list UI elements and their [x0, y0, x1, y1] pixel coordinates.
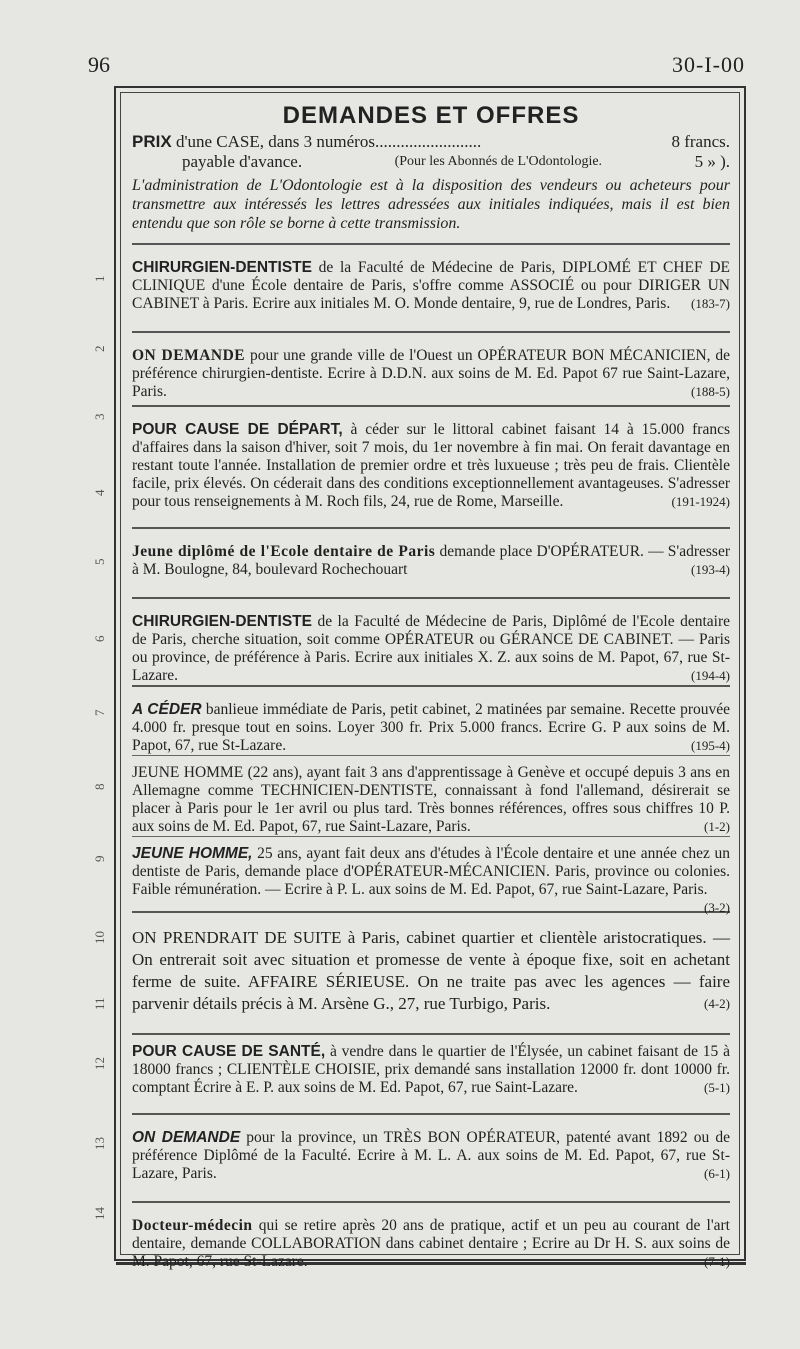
ad-item [132, 756, 730, 835]
ad-ref: (5-1) [704, 1080, 730, 1095]
ad-item [132, 529, 730, 587]
margin-number: 3 [92, 413, 107, 420]
ad-item [132, 407, 730, 517]
subscriber-price: 5 » ). [694, 152, 730, 171]
ad-body: qui se retire après 20 ans de pratique, actif et un peu au courant de l'art dentaire, demande COLLABORATION dans cabinet dentaire ; Ecrire au Dr H. S. aux soins de M. Papot, 67, rue St-Lazare. [132, 1217, 730, 1270]
ad-lead: CHIRURGIEN-DENTISTE [132, 259, 312, 276]
ad-lead: Jeune diplômé de l'Ecole dentaire de Paris [132, 543, 436, 560]
ad-ref: (183-7) [691, 296, 730, 311]
page-title: DEMANDES ET OFFRES [282, 102, 580, 129]
margin-number: 5 [92, 558, 107, 565]
ad-item [132, 913, 730, 1023]
ad-lead: ON DEMANDE [132, 347, 246, 364]
page-number: 96 [88, 52, 110, 77]
ad-body: 25 ans, ayant fait deux ans d'études à l'École dentaire et une année chez un dentiste de Paris, demande place d'OPÉRATEUR-MÉCANICIEN. Paris, province ou colonies. Faible rémunération. — Ecrire à P. L. aux soins de M. Ed. Papot, 67, rue Saint-Lazare, Paris. [132, 845, 730, 898]
margin-number: 8 [92, 783, 107, 790]
ad-ref: (4-2) [704, 996, 730, 1011]
margin-number: 11 [92, 997, 107, 1010]
ad-body: demande place D'OPÉRATEUR. — S'adresser à M. Boulogne, 84, boulevard Rochechouart [132, 543, 730, 578]
ad-body: de la Faculté de Médecine de Paris, Diplômé de l'Ecole dentaire de Paris, cherche situation, soit comme OPÉRATEUR ou GÉRANCE DE CABINET. — Paris ou province, de préférence à Paris. Ecrire aux initiales X. Z. aux soins de M. Papot, 67, rue St-Lazare. [132, 613, 730, 684]
ad-ref: (195-4) [691, 738, 730, 753]
price-value: 8 francs. [671, 132, 730, 151]
subscriber-note: (Pour les Abonnés de L'Odontologie. [394, 154, 603, 169]
pricing-block [132, 132, 730, 172]
ad-body: (22 ans), ayant fait 3 ans d'apprentissage à Genève et occupé depuis 3 ans en Allemagne comme TECHNICIEN-DENTISTE, connaissant à fond l'allemand, désirerait se placer à Paris pour le 1er avril ou plus tard. Très bonnes références, offres sous chiffres 10 P. aux soins de M. Ed. Papot, 67, rue Saint-Lazare, Paris. [132, 764, 730, 835]
ad-lead: Docteur-médecin [132, 1217, 253, 1234]
margin-number: 4 [92, 489, 107, 496]
ad-ref: (194-4) [691, 668, 730, 683]
intro-text: L'administration de L'Odontologie est à la disposition des vendeurs ou acheteurs pour transmettre aux intéressés les lettres adressées aux initiales indiquées, mais il est bien entendu que son rôle se borne à cette transmission. [132, 177, 730, 232]
ad-lead: ON DEMANDE [132, 1129, 241, 1146]
ad-ref: (191-1924) [671, 494, 730, 509]
ad-ref: (7-1) [704, 1254, 730, 1269]
ad-item [132, 333, 730, 400]
margin-number: 14 [92, 1207, 107, 1220]
ad-lead: POUR CAUSE DE SANTÉ, [132, 1043, 326, 1060]
ad-item [132, 1035, 730, 1103]
ad-body: à céder sur le littoral cabinet faisant 14 à 15.000 francs d'affaires dans la saison d'hiver, soit 7 mois, du 1er novembre à fin mai. On ferait davantage en restant toute l'année. Installation de premier ordre et très luxueuse ; très peu de frais. Clientèle facile, prix élevés. On céderait dans des conditions exceptionnellement avantageuses. S'adresser pour tous renseignements à M. Roch fils, 24, rue de Rome, Marseille. [132, 421, 730, 510]
ad-lead: ON PRENDRAIT DE SUITE [132, 928, 342, 947]
ad-lead: JEUNE HOMME, [132, 845, 253, 862]
payment-terms: payable d'avance. [182, 152, 303, 171]
classifieds-content [132, 96, 730, 1273]
margin-number: 10 [92, 931, 107, 944]
ad-ref: (193-4) [691, 562, 730, 577]
ad-body: de la Faculté de Médecine de Paris, DIPLOMÉ ET CHEF DE CLINIQUE d'une École dentaire de Paris, s'offre comme ASSOCIÉ ou pour DIRIGER UN CABINET à Paris. Ecrire aux initiales M. O. Monde dentaire, 9, rue de Londres, Paris. [132, 259, 730, 312]
ad-item [132, 837, 730, 915]
ad-body: à Paris, cabinet quartier et clientèle aristocratiques. — On entrerait soit avec situation et promesse de vente à époque fixe, soit en achetant ferme de suite. AFFAIRE SÉRIEUSE. On ne traite pas avec les agences — faire parvenir détails précis à M. Arsène G., 27, rue Turbigo, Paris. [132, 928, 730, 1013]
ad-lead: JEUNE HOMME [132, 764, 244, 781]
ad-ref: (188-5) [691, 384, 730, 399]
ad-item [132, 599, 730, 684]
margin-number: 7 [92, 709, 107, 716]
ad-body: à vendre dans le quartier de l'Élysée, un cabinet faisant de 15 à 18000 francs ; CLIENTÈLE CHOISIE, prix demandé sans installation 12000 fr. dont 10000 fr. comptant Écrire à E. P. aux soins de M. Ed. Papot, 67, rue Saint-Lazare. [132, 1043, 730, 1096]
margin-number: 12 [92, 1057, 107, 1070]
margin-number: 9 [92, 855, 107, 862]
price-label: PRIX [132, 132, 172, 151]
ad-item [132, 1115, 730, 1191]
ad-lead: CHIRURGIEN-DENTISTE [132, 613, 312, 630]
margin-number: 6 [92, 635, 107, 642]
ad-body: pour la province, un TRÈS BON OPÉRATEUR, patenté avant 1892 ou de préférence Diplômé de la Faculté. Ecrire à M. L. A. aux soins de M. Ed. Papot, 67, rue St-Lazare, Paris. [132, 1129, 730, 1182]
ad-lead: A CÉDER [132, 701, 202, 718]
price-text: d'une CASE, dans 3 numéros......................... [175, 132, 482, 151]
ad-body: pour une grande ville de l'Ouest un OPÉRATEUR BON MÉCANICIEN, de préférence chirurgien-dentiste. Ecrire à D.D.N. aux soins de M. Ed. Papot 67 rue Saint-Lazare, Paris. [132, 347, 730, 400]
ad-item [132, 1203, 730, 1273]
margin-number: 13 [92, 1137, 107, 1150]
ad-item [132, 245, 730, 321]
ad-item [132, 687, 730, 754]
margin-number: 2 [92, 345, 107, 352]
ad-ref: (6-1) [704, 1166, 730, 1181]
ad-ref: (3-2) [704, 900, 730, 915]
ad-body: banlieue immédiate de Paris, petit cabinet, 2 matinées par semaine. Recette prouvée 4.000 fr. presque tout en soins. Loyer 300 fr. Prix 5.000 francs. Ecrire G. P aux soins de M. Papot, 67, rue St-Lazare. [132, 701, 730, 754]
ad-ref: (1-2) [704, 819, 730, 834]
ad-lead: POUR CAUSE DE DÉPART, [132, 421, 343, 438]
margin-number: 1 [92, 275, 107, 282]
issue-date: 30-I-00 [672, 52, 745, 77]
